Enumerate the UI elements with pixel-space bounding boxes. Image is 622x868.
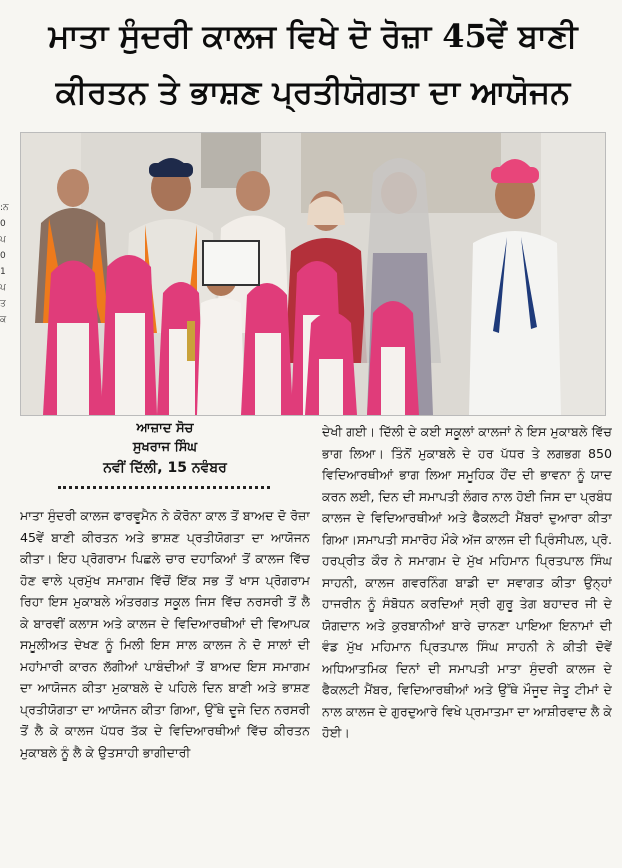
adjacent-column-fragment: :ਨ0ਪ01ਪਤਕ — [0, 203, 9, 325]
byline-source: ਆਜ਼ਾਦ ਸੋਚ — [136, 421, 194, 436]
article-column-right: ਦੇਖੀ ਗਈ। ਦਿੱਲੀ ਦੇ ਕਈ ਸਕੂਲਾਂ ਕਾਲਜਾਂ ਨੇ ਇਸ ਮੁਕਾਬਲੇ ਵਿੱਚ ਭਾਗ ਲਿਆ। ਤਿੰਨੋਂ ਮੁਕਾਬਲੇ ਦੇ ਹਰ ਪੱਧਰ ਤੇ ਲਗਭਗ 850 ਵਿਦਿਆਰਥੀਆਂ ਭਾਗ ਲਿਆ ਸਮੂਹਿਕ ਹੌਂਦ ਦੀ ਭਾਵਨਾ ਨੂੰ ਯਾਦ ਕਰਨ ਲਈ, ਦਿਨ ਦੀ ਸਮਾਪਤੀ ਲੰਗਰ ਨਾਲ ਹੋਈ ਜਿਸ ਦਾ ਪ੍ਰਬੰਧ ਕਾਲਜ ਦੇ ਵਿਦਿਆਰਥੀਆਂ ਅਤੇ ਫੈਕਲਟੀ ਮੈਂਬਰਾਂ ਦੁਆਰਾ ਕੀਤਾ ਗਿਆ।ਸਮਾਪਤੀ ਸਮਾਰੋਹ ਮੌਕੇ ਅੱਜ ਕਾਲਜ ਦੀ ਪ੍ਰਿੰਸੀਪਲ, ਪ੍ਰੋ. ਹਰਪ੍ਰੀਤ ਕੌਰ ਨੇ ਸਮਾਗਮ ਦੇ ਮੁੱਖ ਮਹਿਮਾਨ ਪ੍ਰਿਤਪਾਲ ਸਿੰਘ ਸਾਹਨੀ, ਕਾਲਜ ਗਵਰਨਿੰਗ ਬਾਡੀ ਦਾ ਸਵਾਗਤ ਕੀਤਾ ਉਨ੍ਹਾਂ ਹਾਜਰੀਨ ਨੂੰ ਸੰਬੋਧਨ ਕਰਦਿਆਂ ਸ੍ਰੀ ਗੁਰੂ ਤੇਗ ਬਹਾਦਰ ਜੀ ਦੇ ਯੋਗਦਾਨ ਅਤੇ ਕੁਰਬਾਨੀਆਂ ਬਾਰੇ ਚਾਨਣਾ ਪਾਇਆ ਇਨਾਮਾਂ ਦੀ ਵੰਡ ਮੁੱਖ ਮਹਿਮਾਨ ਪ੍ਰਿਤਪਾਲ ਸਿੰਘ ਸਾਹਨੀ ਨੇ ਕੀਤੀ ਦੋਵੇਂ ਅਧਿਆਤਮਿਕ ਦਿਨਾਂ ਦੀ ਸਮਾਪਤੀ ਮਾਤਾ ਸੁੰਦਰੀ ਕਾਲਜ ਦੇ ਫੈਕਲਟੀ ਮੈਂਬਰ, ਵਿਦਿਆਰਥੀਆਂ ਅਤੇ ਉੱਥੇ ਮੌਜੂਦ ਜੇਤੂ ਟੀਮਾਂ ਦੇ ਨਾਲ ਕਾਲਜ ਦੇ ਗੁਰਦੁਆਰੇ ਵਿਖੇ ਪ੍ਰਮਾਤਮਾ ਦਾ ਆਸ਼ੀਰਵਾਦ ਲੈ ਕੇ ਹੋਈ। — [322, 424, 612, 740]
headline-line-1: ਮਾਤਾ ਸੁੰਦਰੀ ਕਾਲਜ ਵਿਖੇ ਦੋ ਰੋਜ਼ਾ 45ਵੇਂ ਬਾਣੀ — [48, 17, 578, 55]
news-photo — [20, 132, 606, 416]
headline-line-2: ਕੀਰਤਨ ਤੇ ਭਾਸ਼ਣ ਪ੍ਰਤੀਯੋਗਤਾ ਦਾ ਆਯੋਜਨ — [55, 73, 571, 111]
group-photo-illustration — [21, 133, 605, 415]
dateline: ਨਵੀਂ ਦਿੱਲੀ, 15 ਨਵੰਬਰ — [103, 460, 227, 476]
byline-reporter: ਸੁਖਰਾਜ ਸਿੰਘ — [132, 440, 198, 455]
article-column-left: ਮਾਤਾ ਸੁੰਦਰੀ ਕਾਲਜ ਫਾਰਵੂਮੈਨ ਨੇ ਕੋਰੋਨਾ ਕਾਲ ਤੋਂ ਬਾਅਦ ਦੋ ਰੋਜ਼ਾ 45ਵੇਂ ਬਾਣੀ ਕੀਰਤਨ ਅਤੇ ਭਾਸ਼ਣ ਪ੍ਰਤੀਯੋਗਤਾ ਦਾ ਆਯੋਜਨ ਕੀਤਾ। ਇਹ ਪ੍ਰੋਗਰਾਮ ਪਿਛਲੇ ਚਾਰ ਦਹਾਕਿਆਂ ਤੋਂ ਕਾਲਜ ਵਿੱਚ ਹੋਣ ਵਾਲੇ ਪ੍ਰਮੁੱਖ ਸਮਾਗਮ ਵਿੱਚੋਂ ਇੱਕ ਸਭ ਤੋਂ ਖਾਸ ਪ੍ਰੋਗਰਾਮ ਰਿਹਾ ਇਸ ਮੁਕਾਬਲੇ ਅੰਤਰਗਤ ਸਕੂਲ ਜਿਸ ਵਿੱਚ ਨਰਸਰੀ ਤੋਂ ਲੈ ਕੇ ਬਾਰਵੀਂ ਕਲਾਸ ਅਤੇ ਕਾਲਜ ਦੇ ਵਿਦਿਆਰਥੀਆਂ ਦੀ ਵਿਆਪਕ ਸਮੂਲੀਅਤ ਦੇਖਣ ਨੂੰ ਮਿਲੀ ਇਸ ਸਾਲ ਕਾਲਜ ਨੇ ਦੋ ਸਾਲਾਂ ਦੀ ਮਹਾਂਮਾਰੀ ਕਾਰਨ ਲੱਗੀਆਂ ਪਾਬੰਦੀਆਂ ਤੋਂ ਬਾਅਦ ਇਸ ਸਮਾਗਮ ਦਾ ਆਯੋਜਨ ਕੀਤਾ ਮੁਕਾਬਲੇ ਦੇ ਪਹਿਲੇ ਦਿਨ ਬਾਣੀ ਅਤੇ ਭਾਸ਼ਣ ਪ੍ਰਤੀਯੋਗਤਾ ਦਾ ਆਯੋਜਨ ਕੀਤਾ ਗਿਆ, ਉੱਥੇ ਦੂਜੇ ਦਿਨ ਨਰਸਰੀ ਤੋਂ ਲੈ ਕੇ ਕਾਲਜ ਪੱਧਰ ਤੱਕ ਦੇ ਵਿਦਿਆਰਥੀਆਂ ਵਿੱਚ ਕੀਰਤਨ ਮੁਕਾਬਲੇ ਨੂੰ ਲੈ ਕੇ ਉਤਸਾਹੀ ਭਾਗੀਦਾਰੀ — [20, 508, 310, 760]
byline-divider — [58, 486, 270, 489]
